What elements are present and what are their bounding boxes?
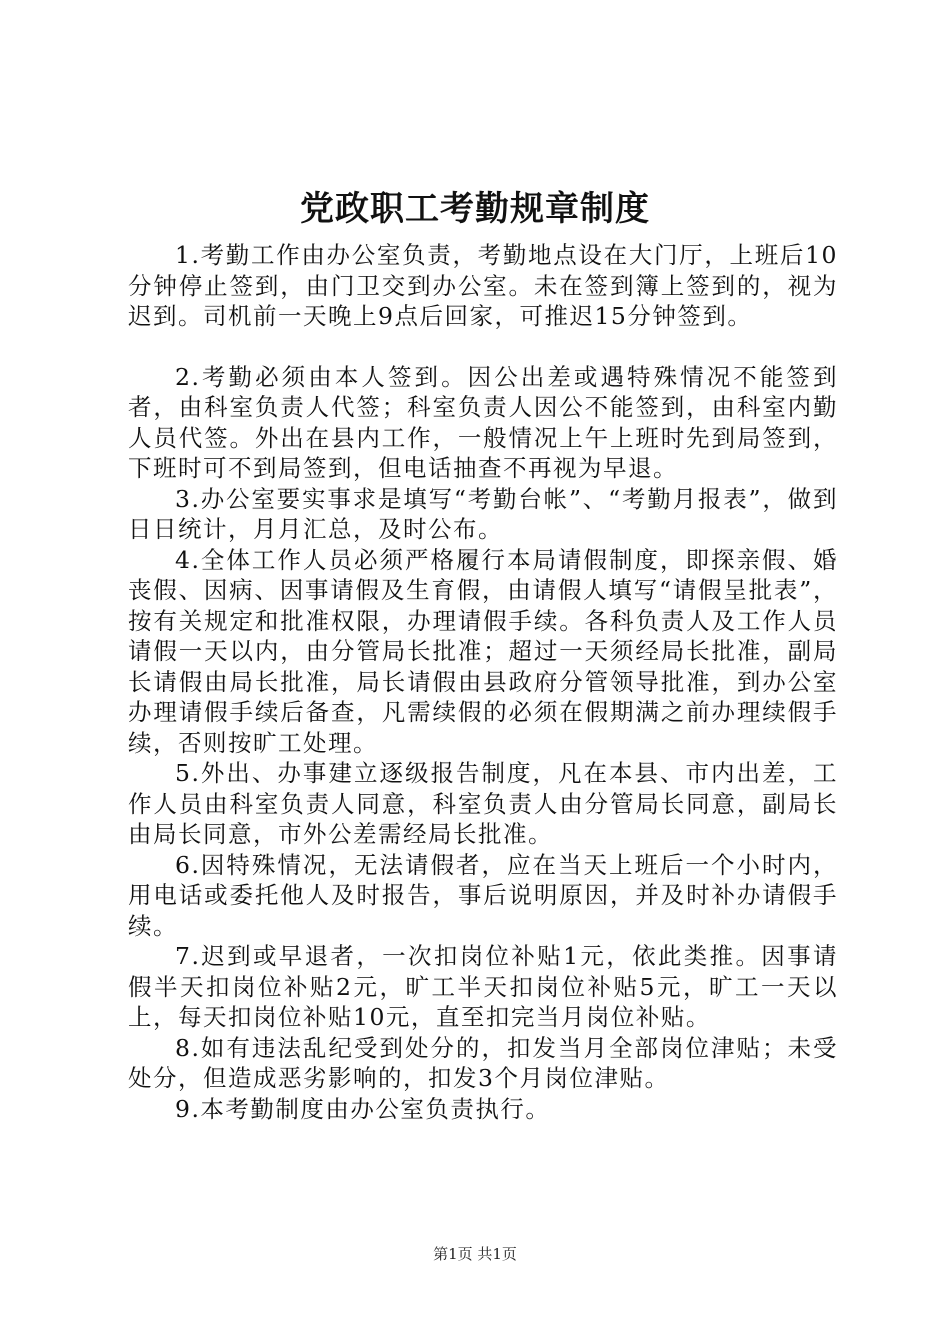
paragraph-9: 9.本考勤制度由办公室负责执行。 bbox=[175, 1094, 551, 1123]
paragraph-8: 8.如有违法乱纪受到处分的，扣发当月全部岗位津贴；未受处分，但造成恶劣影响的，扣发3个月岗位津贴。 bbox=[128, 1033, 838, 1092]
paragraph-1: 1.考勤工作由办公室负责，考勤地点设在大门厅，上班后10分钟停止签到，由门卫交到办公室。未在签到簿上签到的，视为迟到。司机前一天晚上9点后回家，可推迟15分钟签到。 bbox=[128, 241, 838, 330]
paragraph-7: 7.迟到或早退者，一次扣岗位补贴1元，依此类推。因事请假半天扣岗位补贴2元，旷工半天扣岗位补贴5元，旷工一天以上，每天扣岗位补贴10元，直至扣完当月岗位补贴。 bbox=[128, 942, 838, 1031]
paragraph-3: 3.办公室要实事求是填写“考勤台帐”、“考勤月报表”，做到日日统计，月月汇总，及时公布。 bbox=[128, 484, 838, 543]
document-body bbox=[128, 240, 838, 1124]
paragraph-5: 5.外出、办事建立逐级报告制度，凡在本县、市内出差，工作人员由科室负责人同意，科室负责人由分管局长同意，副局长由局长同意，市外公差需经局长批准。 bbox=[128, 759, 838, 848]
paragraph-2: 2.考勤必须由本人签到。因公出差或遇特殊情况不能签到者，由科室负责人代签；科室负责人因公不能签到，由科室内勤人员代签。外出在县内工作，一般情况上午上班时先到局签到，下班时可不到局签到，但电话抽查不再视为早退。 bbox=[128, 362, 838, 482]
document-title: 党政职工考勤规章制度 bbox=[300, 189, 650, 229]
paragraph-6: 6.因特殊情况，无法请假者，应在当天上班后一个小时内，用电话或委托他人及时报告，事后说明原因，并及时补办请假手续。 bbox=[128, 850, 838, 940]
paragraph-4: 4.全体工作人员必须严格履行本局请假制度，即探亲假、婚丧假、因病、因事请假及生育假，由请假人填写“请假呈批表”，按有关规定和批准权限，办理请假手续。各科负责人及工作人员请假一天以内，由分管局长批准；超过一天须经局长批准，副局长请假由局长批准，局长请假由县政府分管领导批准，到办公室办理请假手续后备查，凡需续假的必须在假期满之前办理续假手续，否则按旷工处理。 bbox=[128, 545, 838, 757]
page-footer: 第1页 共1页 bbox=[433, 1245, 517, 1263]
